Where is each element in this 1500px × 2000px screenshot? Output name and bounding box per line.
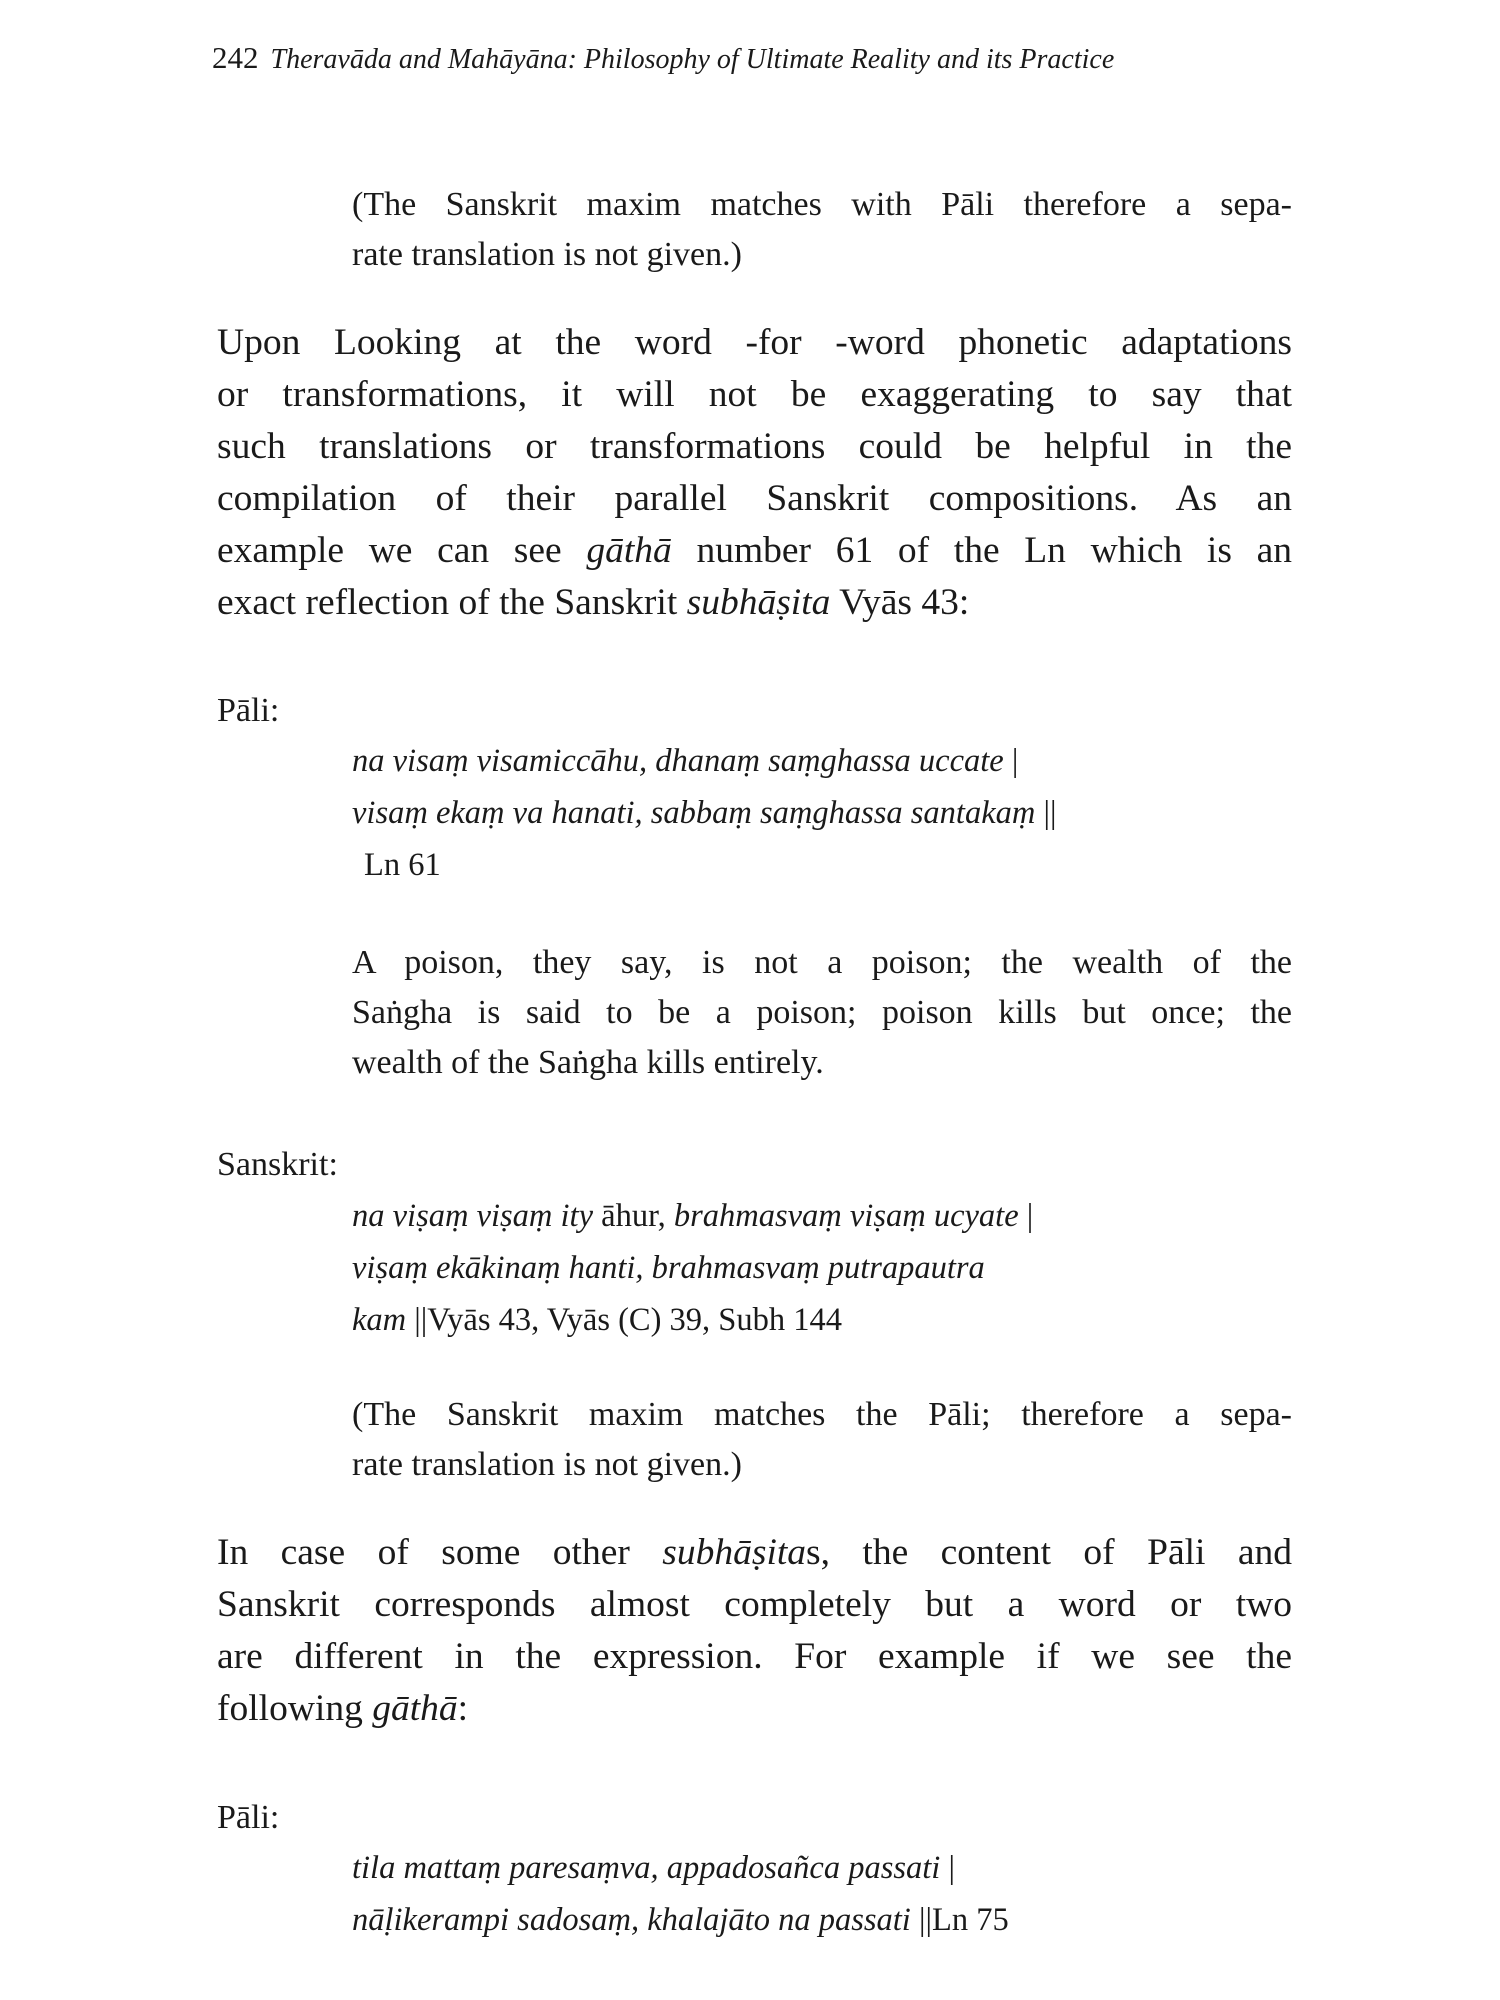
paragraph-line: Sanskrit corresponds almost completely but a word or two <box>217 1584 1292 1625</box>
editorial-note <box>352 180 1292 280</box>
section-label-sanskrit: Sanskrit: <box>217 1146 338 1183</box>
verse-line <box>352 1190 1292 1242</box>
paragraph-line <box>217 577 1292 629</box>
double-danda: || <box>918 1902 932 1938</box>
translation-line: A poison, they say, is not a poison; the wealth of the <box>352 944 1292 981</box>
paragraph-line: Upon Looking at the word -for -word phonetic adaptations <box>217 322 1292 363</box>
editorial-note <box>352 1390 1292 1490</box>
verse-text: brahmasvaṃ viṣaṃ ucyate <box>673 1198 1019 1234</box>
italic-term: subhāṣita <box>662 1532 807 1573</box>
paragraph-line <box>217 1527 1292 1579</box>
italic-term: gāthā <box>586 530 672 571</box>
running-header <box>212 38 1114 80</box>
paragraph-line: such translations or transformations could be helpful in the <box>217 426 1292 467</box>
verse-text: nāḷikerampi sadosaṃ, khalajāto na passati <box>352 1902 911 1938</box>
section-label-pali: Pāli: <box>217 692 280 729</box>
text-run: example we can see <box>217 530 587 571</box>
body-paragraph <box>217 1527 1292 1735</box>
verse-line <box>352 1242 1292 1294</box>
verse-line <box>352 1894 1292 1946</box>
text-run: exact reflection of the Sanskrit <box>217 582 687 623</box>
danda: | <box>1026 1198 1034 1234</box>
text-run: following <box>217 1688 373 1729</box>
translation-line: Saṅgha is said to be a poison; poison kills but once; the <box>352 994 1292 1031</box>
verse-reference: Ln 75 <box>931 1902 1009 1938</box>
verse-reference: Ln 61 <box>364 847 441 883</box>
paragraph-line: or transformations, it will not be exaggerating to say that <box>217 374 1292 415</box>
paragraph-line: compilation of their parallel Sanskrit compositions. As an <box>217 478 1292 519</box>
danda: | <box>1011 743 1019 779</box>
note-line: rate translation is not given.) <box>352 236 742 273</box>
note-line: (The Sanskrit maxim matches the Pāli; therefore a sepa- <box>352 1396 1292 1433</box>
paragraph-line: are different in the expression. For example if we see the <box>217 1636 1292 1677</box>
verse-line <box>352 1842 1292 1894</box>
verse-text: āhur, <box>593 1198 674 1234</box>
danda: | <box>948 1850 955 1886</box>
italic-term: subhāṣita <box>686 582 831 623</box>
verse-text: viṣaṃ ekākinaṃ hanti, brahmasvaṃ putrapautra <box>352 1250 985 1286</box>
verse-line <box>352 1294 1292 1346</box>
text-run: s, the content of Pāli and <box>806 1532 1292 1573</box>
verse-text: visaṃ ekaṃ va hanati, sabbaṃ saṃghassa santakaṃ <box>352 795 1036 831</box>
paragraph-line <box>217 1683 1292 1735</box>
double-danda: || <box>414 1302 428 1338</box>
pali-verse <box>352 735 1292 891</box>
verse-line <box>352 735 1292 787</box>
text-run: Vyās 43: <box>830 582 970 623</box>
note-line: rate translation is not given.) <box>352 1446 742 1483</box>
verse-text: na visaṃ visamiccāhu, dhanaṃ saṃghassa uccate <box>352 743 1004 779</box>
paragraph-line <box>217 525 1292 577</box>
running-title: Theravāda and Mahāyāna: Philosophy of Ultimate Reality and its Practice <box>270 44 1115 75</box>
verse-line <box>352 787 1292 839</box>
verse-text: na viṣaṃ viṣaṃ ity <box>352 1198 594 1234</box>
section-label-pali: Pāli: <box>217 1799 280 1836</box>
italic-term: gāthā <box>372 1688 458 1729</box>
text-run: number 61 of the Ln which is an <box>671 530 1293 571</box>
text-run: : <box>457 1688 469 1729</box>
body-paragraph <box>217 317 1292 629</box>
verse-text: tila mattaṃ paresaṃva, appadosañca passati <box>352 1850 941 1886</box>
page-number: 242 <box>212 40 259 75</box>
text-run: In case of some other <box>217 1532 663 1573</box>
translation-line: wealth of the Saṅgha kills entirely. <box>352 1044 824 1081</box>
note-line: (The Sanskrit maxim matches with Pāli therefore a sepa- <box>352 186 1292 223</box>
double-danda: || <box>1043 795 1057 831</box>
sanskrit-verse <box>352 1190 1292 1346</box>
translation <box>352 938 1292 1088</box>
verse-text: kam <box>352 1302 407 1338</box>
pali-verse <box>352 1842 1292 1946</box>
verse-reference: Vyās 43, Vyās (C) 39, Subh 144 <box>427 1302 842 1338</box>
